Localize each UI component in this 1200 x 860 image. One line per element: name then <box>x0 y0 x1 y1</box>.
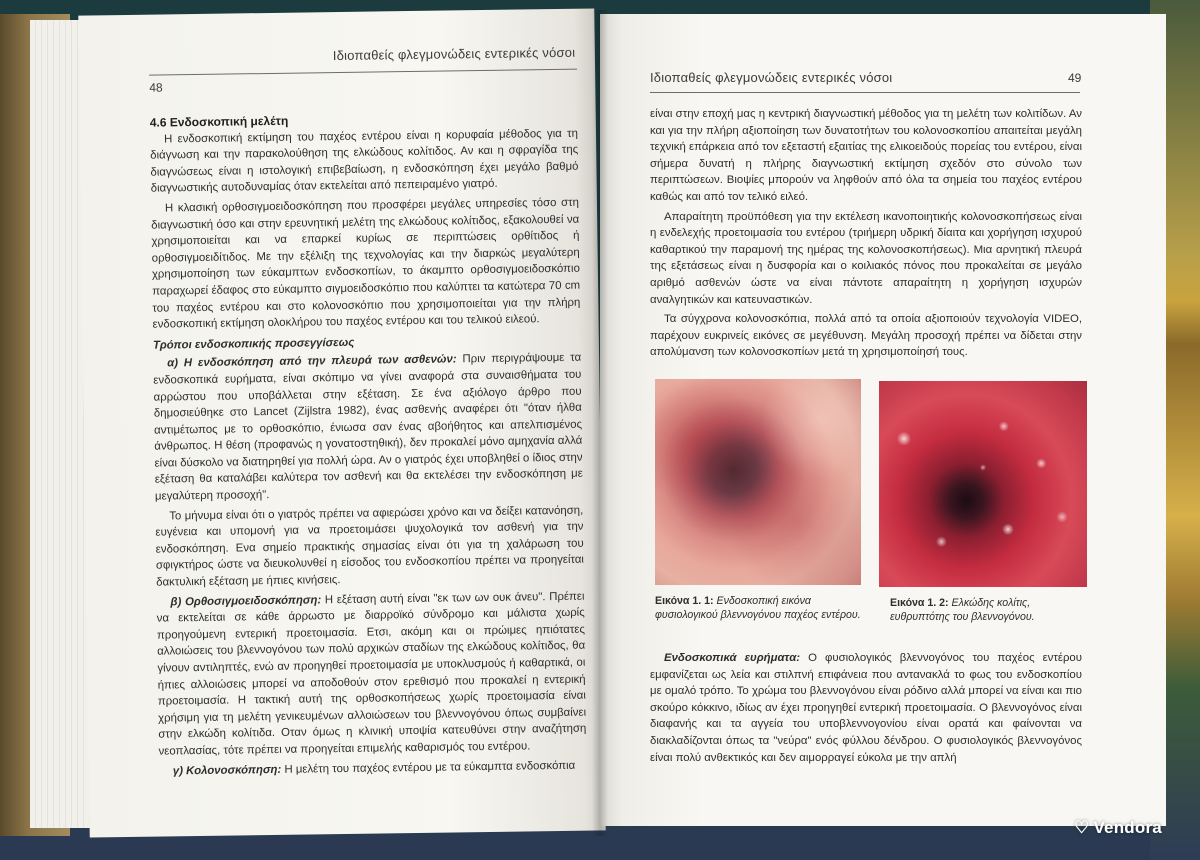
book-gutter <box>592 10 608 836</box>
left-running-header: Ιδιοπαθείς φλεγμονώδεις εντερικές νόσοι <box>332 44 576 64</box>
vessel-pattern <box>655 379 861 585</box>
paragraph: Τα σύγχρονα κολονοσκόπια, πολλά από τα οποία αξιοποιούν τεχνολογία VIDEO, παρέχουν ευκρινείς εικόνες σε μεγέθυνση. Μεγάλη προσοχή πρέπει να δίδεται στην απολύμανση των κολονοσκοπίων μετά τη χρησιμοποίησή τους. <box>650 313 1082 359</box>
item-c-text: Η μελέτη του παχέος εντέρου με τα εύκαμπτα ενδοσκόπια <box>284 759 576 776</box>
heart-check-icon: ♡ <box>1074 818 1090 837</box>
paragraph: Το μήνυμα είναι ότι ο γιατρός πρέπει να αφιερώσει χρόνο και να δείξει κατανόηση, ευγένεια και υπομονή για να προετοιμάσει ψυχολογικά τον ασθενή για την ενδοσκόπηση. Ενα σημείο πρακτικής σημασίας είναι ότι για τη χαλάρωση του σφιγκτήρος ώστε να διευκολυνθεί η είσοδος του ενδοσκοπίου πρέπει να προηγείται δακτυλική εξέταση με ήπιες κινήσεις. <box>155 504 585 589</box>
right-header-rule <box>650 92 1080 93</box>
item-b-lead: β) Ορθοσιγμοειδοσκόπηση: <box>170 593 322 609</box>
paragraph-item-a <box>153 350 583 505</box>
watermark-text: Vendora <box>1093 818 1162 837</box>
paragraph: Η κλασική ορθοσιγμοειδοσκόπηση που προσφέρει μεγάλες υπηρεσίες τόσο στη διαγνωστική όσο και στην ερευνητική μελέτη της ελκώδους κολίτιδος, εξακολουθεί να χρησιμοποιείται και να επαρκεί κυρίως σε περιπτώσεις ορθίτιδος ή ορθοσιγμοειδίτιδος. Με την εξέλιξη της τεχνολογίας και την διαρκώς μεγαλύτερη χρησιμοποίηση των εύκαμπτων ενδοσκοπίων, το άκαμπτο ορθοσιγμοειδοσκόπιο παραχωρεί έδαφος στο εύκαμπτο σιγμοειδοσκόπιο που καλύπτει τα κατώτερα 70 cm του παχέος εντέρου και στο κολονοσκόπιο που χρησιμοποιείται για την πλήρη ενδοσκοπική εκτίμηση ολοκλήρου του παχέος εντέρου και του τελικού ειλεού. <box>151 196 581 331</box>
figure-1-label: Εικόνα 1. 1: <box>655 595 714 607</box>
item-c-lead: γ) Κολονοσκόπηση: <box>172 763 282 777</box>
paragraph-item-b <box>156 588 586 760</box>
endoscopy-figure-normal-mucosa <box>655 379 861 585</box>
section-heading: 4.6 Ενδοσκοπική μελέτη <box>149 113 289 130</box>
findings-lead: Ενδοσκοπικά ευρήματα: <box>664 652 801 664</box>
figure-1-text: Ενδοσκοπική εικόνα φυσιολογικού βλεννογόνου παχέος εντέρου. <box>655 595 861 621</box>
paragraph: είναι στην εποχή μας η κεντρική διαγνωστική μέθοδος για τη μελέτη των κολιτίδων. Αν και για την πλήρη αξιοποίηση των δυνατοτήτων του κολονοσκοπίου απαιτείται μεγάλη τεχνική επάρκεια από τον εξεταστή εξαιτίας της ελικοειδούς πορείας του εντέρου, είναι σήμερα δυνατή η πλήρης διαγνωστική εκτίμηση σχεδόν στο σύνολο των περιπτώσεων. Βιοψίες μπορούν να ληφθούν από όλα τα σημεία του παχέος εντέρου καθώς και από τον τελικό ειλεό. <box>650 108 1082 203</box>
right-page-number: 49 <box>1068 71 1082 85</box>
paragraph: Η ενδοσκοπική εκτίμηση του παχέος εντέρου είναι η κορυφαία μέθοδος για τη διάγνωση και την παρακολούθηση της ελκώδους κολίτιδος. Αν και η σφραγίδα της διαγνώσεως είναι η ιστολογική επιβεβαίωση, η ενδοσκόπηση έχει μεγάλο βαθμό διαγνωστικής αυτοδυναμίας όταν εκτελείται από πεπειραμένο γιατρό. <box>150 127 579 196</box>
right-page <box>600 14 1166 826</box>
paragraph-item-c <box>159 757 587 780</box>
findings-text: Ο φυσιολογικός βλεννογόνος του παχέος εντέρου εμφανίζεται ως λεία και στιλπνή επιφάνεια που αντανακλά το φως του ενδοσκοπίου με ομαλό τρόπο. Το χρώμα του βλεννογόνου είναι ρόδινο αλλά μπορεί να είναι και πιο σκούρο κόκκινο, ιδίως αν έχει προηγηθεί εντερική προετοιμασία. Ο βλεννογόνος είναι διαφανής και τα αγγεία του υποβλεννογονίου είναι ορατά και φαίνονται να διακλαδίζονται όπως τα "νεύρα" ενός φύλλου δένδρου. Ο φυσιολογικός βλεννογόνος είναι πολύ ανθεκτικός και δεν αιμορραγεί εύκολα με την απλή <box>650 652 1082 764</box>
item-b-text: Η εξέταση αυτή είναι "εκ των ων ουκ άνευ". Πρέπει να εκτελείται σε κάθε άρρωστο με διαρροϊκό σύνδρομο και μάλιστα χωρίς προηγούμενη εντερική προετοιμασία. Ετσι, ακόμη και οι πρώιμες ηπιότατες αλλοιώσεις του βλεννογόνου των πολύ αρχικών σταδίων της ελκώδους κολίτιδος, θα γίνουν αντιληπτές, ενώ αν προηγηθεί προετοιμασία με υποκλυσμούς ή καθαρτικά, οι ήπιες αλλοιώσεις μπορεί να αποδοθούν στον ερεθισμό που προκαλεί η εντερική προετοιμασία. Η τακτική αυτή της ορθοσκοπήσεως χωρίς προετοιμασία είναι χρήσιμη για τη μελέτη γενικευμένων αλλοιώσεων του βλεννογόνου όπως συμβαίνει στην ελκώδη κολίτιδα. Οταν όμως η κλινική υποψία κατευθύνει στην αναζήτηση νεοπλασίας, τότε πρέπει να προηγείται επιμελής καθαρισμός του εντέρου. <box>156 590 587 758</box>
subheading: Τρόποι ενδοσκοπικής προσεγγίσεως <box>152 336 355 352</box>
left-page-body <box>150 109 587 783</box>
vendora-watermark <box>1074 818 1162 838</box>
left-page <box>78 8 605 837</box>
paragraph: Απαραίτητη προϋπόθεση για την εκτέλεση ικανοποιητικής κολονοσκοπήσεως είναι η ενδελεχής προετοιμασία του εντέρου (τριήμερη υδρική δίαιτα και χορήγηση ισχυρού καθαρτικού την παραμονή της ημέρας της κολονοσκοπήσεως). Μια αρνητική πλευρά της εξετάσεως είναι η δυσφορία και ο κοιλιακός πόνος που προκαλείται σε μεγάλο αριθμό ασθενών ώστε να είναι πάντοτε απαραίτητη η χορήγηση ισχυρών αναλγητικών και κατευναστικών. <box>650 210 1082 306</box>
right-running-header: Ιδιοπαθείς φλεγμονώδεις εντερικές νόσοι <box>650 70 893 85</box>
item-a-lead: α) Η ενδοσκόπηση από την πλευρά των ασθενών: <box>167 353 457 370</box>
right-page-body-top <box>650 106 1082 364</box>
left-header-rule <box>149 69 577 76</box>
right-page-body-findings <box>650 650 1082 769</box>
figure-1-caption <box>655 594 861 622</box>
exudate-spots <box>879 381 1087 587</box>
item-a-text: Πριν περιγράψουμε τα ενδοσκοπικά ευρήματα, είναι σκόπιμο να γίνει αναφορά στα συναισθήματα του αρρώστου που υποβάλλεται στην εξέταση. Σε ένα αξιόλογο άρθρο που δημοσιεύθηκε στο Lancet (Zijlstra 1982), ένας ασθενής αναφέρει ότι "όταν ήλθα αντιμέτωπος με το ορθοσκόπιο, ένιωσα σαν ένας αβοήθητος και απελπισμένος άνθρωπος. Η θέση (προφανώς η γονατοστηθική), δεν προκαλεί μόνο αμηχανία αλλά είναι δύσκολο να διατηρηθεί για πολλή ώρα. Αν ο γιατρός έχει υποβληθεί ο ίδιος στην εξέταση θα καταλάβει καλύτερα τον ασθενή και θα εκτελέσει την ενδοσκόπηση με μεγαλύτερη προσοχή". <box>153 351 583 503</box>
figure-2-text: Ελκώδης κολίτις, ευθρυπτότης του βλεννογόνου. <box>890 597 1035 623</box>
endoscopy-figure-ulcerative-colitis <box>879 381 1087 587</box>
figure-2-caption <box>890 596 1090 624</box>
figure-2-label: Εικόνα 1. 2: <box>890 597 949 609</box>
left-page-number: 48 <box>149 80 163 95</box>
paragraph-findings <box>650 650 1082 766</box>
